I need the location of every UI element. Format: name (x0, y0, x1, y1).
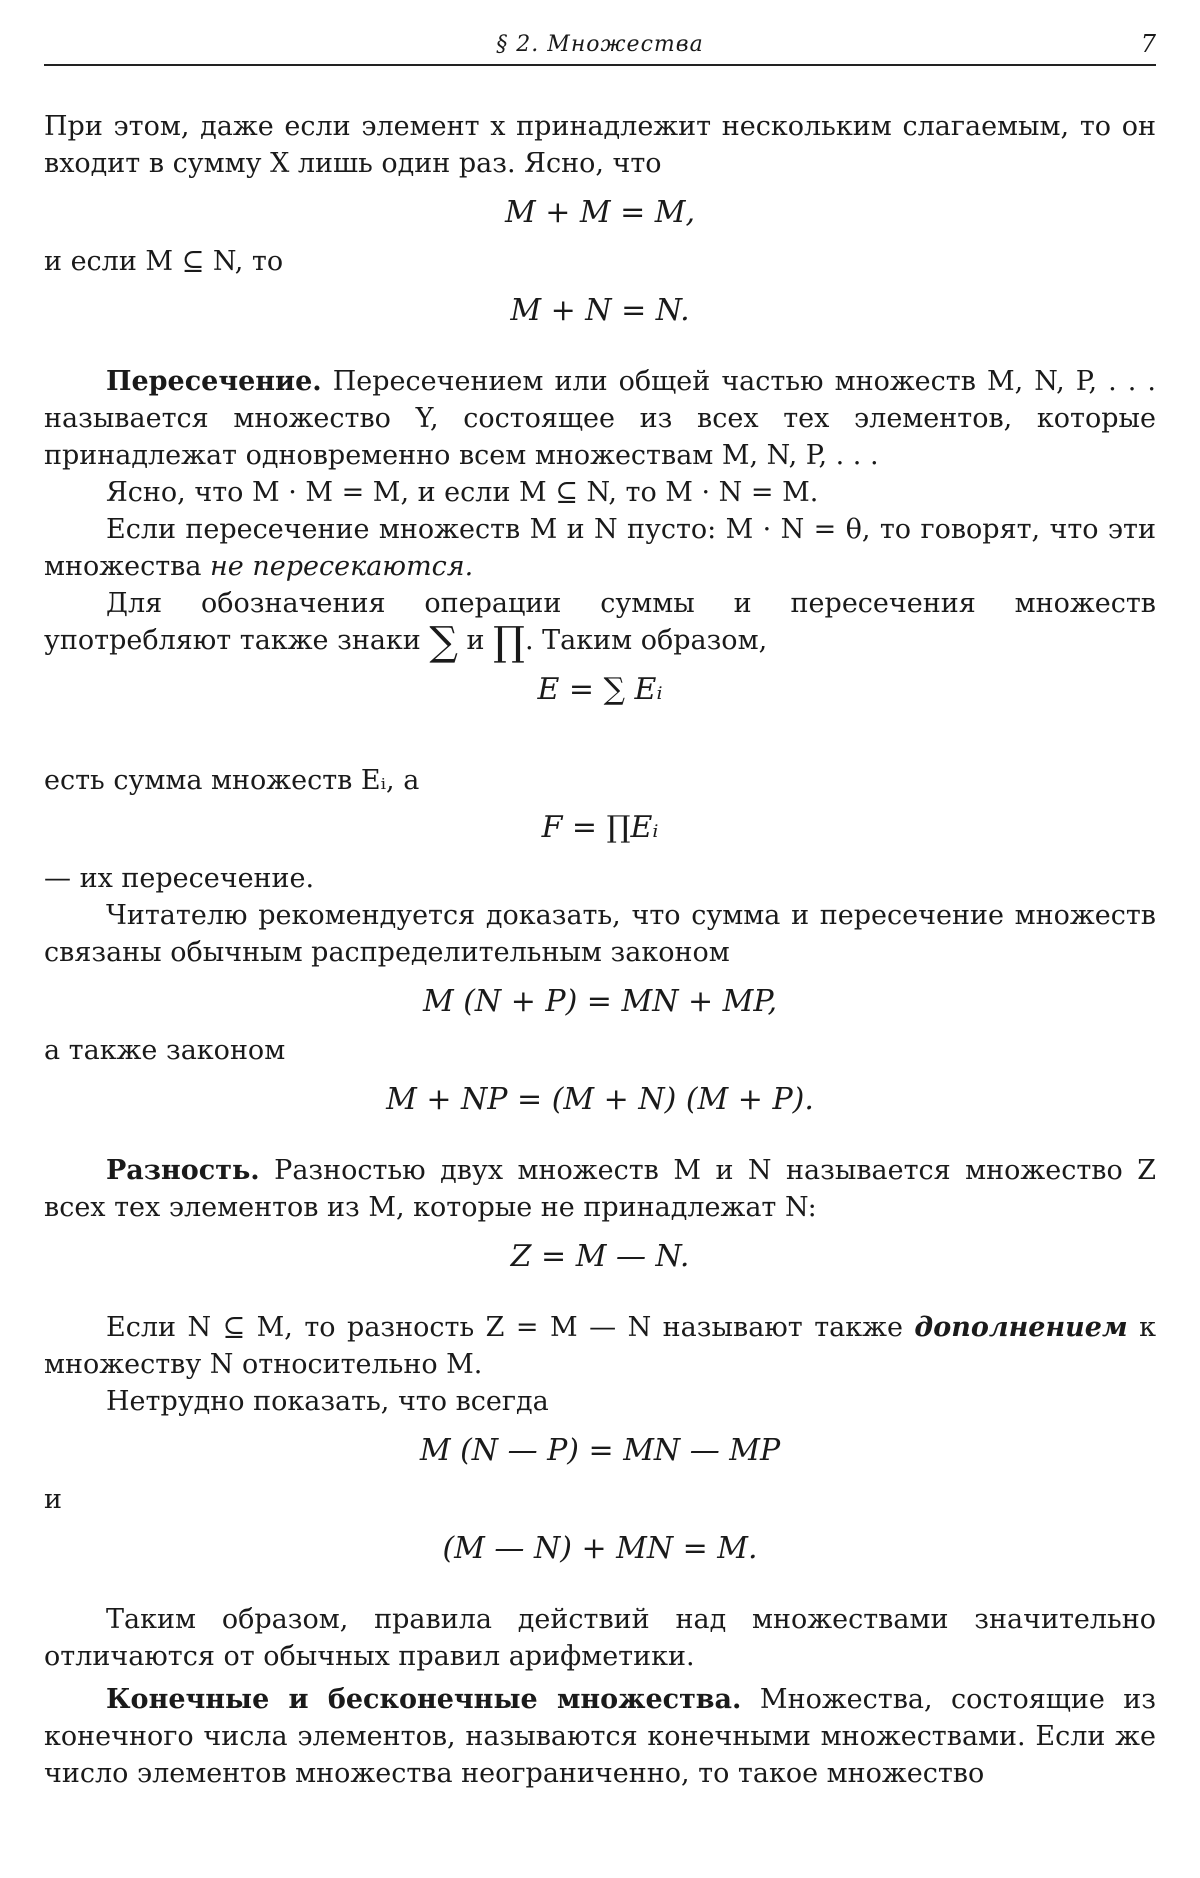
paragraph-notation (44, 585, 1156, 665)
paragraph-disjoint (44, 511, 1156, 585)
formula-sum-e: E = ∑ Eᵢ (537, 672, 663, 707)
complement-tail: к множеству N относительно M. (44, 1312, 1156, 1380)
paragraph-sum-note: При этом, даже если элемент x принадлежит нескольким слагаемым, то он входит в сумму X лишь один раз. Ясно, что (44, 111, 1156, 179)
formula-product-f: F = ∏Eᵢ (541, 810, 659, 845)
paragraph-and: и (44, 1484, 62, 1515)
heading-intersection: Пересечение. (106, 366, 322, 397)
heading-difference: Разность. (106, 1155, 260, 1186)
paragraph-also-law: а также законом (44, 1035, 286, 1066)
disjoint-text: Если пересечение множеств M и N пусто: M · N = θ, то говорят, что эти множества (44, 514, 1156, 582)
paragraph-if-subset: и если M ⊆ N, то (44, 246, 284, 277)
complement-text: Если N ⊆ M, то разность Z = M — N называют также (106, 1312, 915, 1343)
product-symbol: ∏ (493, 619, 525, 665)
paragraph-sum-of-sets: есть сумма множеств Eᵢ, а (44, 765, 420, 796)
difference-definition: Разностью двух множеств M и N называется множество Z всех тех элементов из M, которые не принадлежат N: (44, 1155, 1156, 1223)
paragraph-intersection-identity: Ясно, что M · M = M, и если M ⊆ N, то M · N = M. (106, 477, 819, 508)
disjoint-emphasis: не пересекаются. (210, 551, 474, 582)
formula-difference: Z = M — N. (510, 1239, 690, 1274)
paragraph-finite-sets (44, 1681, 1156, 1792)
finite-sets-text: Множества, состоящие из конечного числа элементов, называются конечными множествами. Если же число элементов множества неограниченно, то такое множество (44, 1684, 1157, 1789)
page-number: 7 (1140, 30, 1156, 58)
page-body (44, 108, 1156, 1792)
paragraph-easy-to-show: Нетрудно показать, что всегда (106, 1386, 549, 1417)
notation-tail: . Таким образом, (524, 625, 768, 656)
heading-finite-sets: Конечные и бесконечные множества. (106, 1684, 742, 1715)
complement-emphasis: дополнением (914, 1312, 1128, 1343)
formula-m-plus-m: M + M = M, (504, 195, 696, 230)
formula-difference-dist: M (N — P) = MN — MP (419, 1433, 781, 1468)
paragraph-distributive: Читателю рекомендуется доказать, что сумма и пересечение множеств связаны обычным распределительным законом (44, 900, 1156, 968)
sum-symbol: ∑ (429, 619, 458, 665)
paragraph-intersection (44, 363, 1156, 474)
running-header (44, 28, 1156, 66)
intersection-definition: Пересечением или общей частью множеств M, N, P, . . . называется множество Y, состоящее из всех тех элементов, которые принадлежат одновременно всем множествам M, N, P, . . . (44, 366, 1156, 471)
section-title: § 2. Множества (496, 32, 704, 57)
paragraph-their-intersection: — их пересечение. (44, 863, 315, 894)
notation-text: Для обозначения операции суммы и пересечения множеств употребляют также знаки (44, 588, 1156, 656)
paragraph-complement (44, 1309, 1156, 1383)
paragraph-rules-differ: Таким образом, правила действий над множествами значительно отличаются от обычных правил арифметики. (44, 1604, 1156, 1672)
formula-distributive-2: M + NP = (M + N) (M + P). (386, 1082, 814, 1117)
formula-difference-sum: (M — N) + MN = M. (442, 1531, 758, 1566)
paragraph-difference (44, 1152, 1156, 1226)
formula-m-plus-n: M + N = N. (510, 293, 690, 328)
notation-and: и (457, 625, 494, 656)
formula-distributive-1: M (N + P) = MN + MP, (422, 984, 778, 1019)
